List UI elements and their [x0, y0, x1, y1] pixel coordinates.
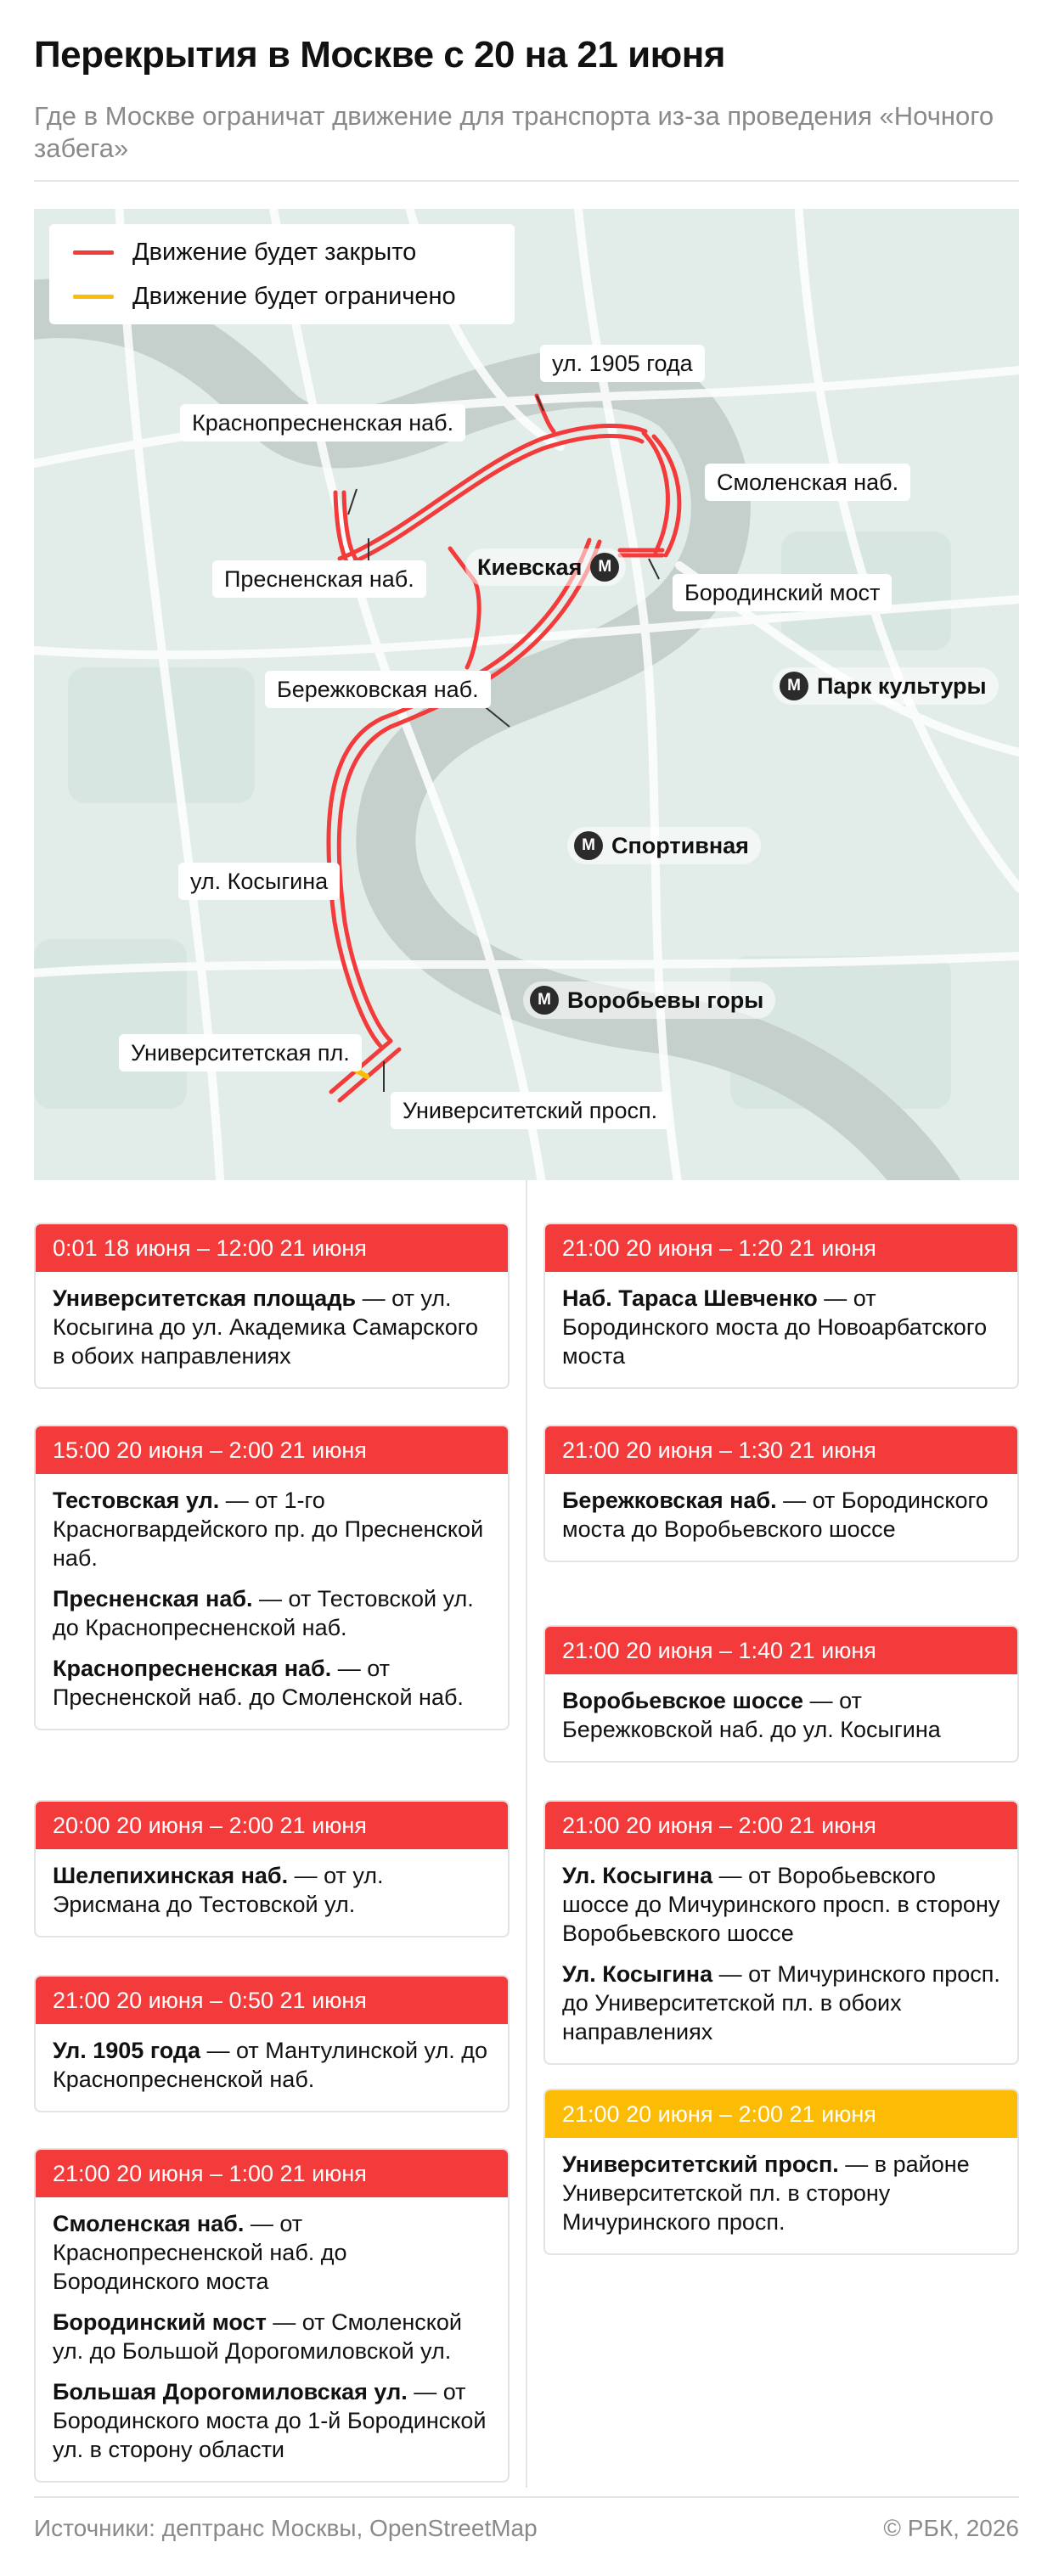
label-smolenskaya: Смоленская наб. — [705, 464, 910, 501]
street-detail: — от Мичуринского просп. до Университетской пл. в обоих направлениях — [562, 1961, 1000, 2044]
card-time: 21:00 20 июня – 1:40 21 июня — [545, 1627, 1017, 1674]
metro-kievskaya — [465, 548, 626, 586]
card-entry — [562, 1960, 1000, 2046]
street-detail: — от ул. Косыгина до ул. Академика Самарского в обоих направлениях — [53, 1285, 479, 1369]
map — [34, 209, 1019, 1180]
street-name: Ул. Косыгина — [562, 1863, 713, 1888]
street-name: Университетский просп. — [562, 2151, 839, 2177]
card-entry — [562, 1861, 1000, 1948]
legend-item-limited — [73, 275, 456, 318]
street-name: Шелепихинская наб. — [53, 1863, 289, 1888]
card-entry — [53, 1284, 491, 1370]
schedule-card — [34, 1223, 510, 1389]
street-name: Университетская площадь — [53, 1285, 357, 1311]
label-universitetskaya-pl: Университетская пл. — [119, 1034, 362, 1071]
street-detail: — от Смоленской ул. до Большой Дорогомиловской ул. — [53, 2309, 462, 2364]
metro-vorobyovy-gory — [523, 981, 775, 1019]
legend-closed-swatch — [73, 250, 114, 255]
card-entry — [53, 2209, 491, 2296]
legend-item-closed — [73, 231, 416, 273]
schedule-card — [543, 1223, 1019, 1389]
street-name: Смоленская наб. — [53, 2211, 245, 2236]
card-time: 21:00 20 июня – 0:50 21 июня — [36, 1977, 508, 2024]
street-detail: — от Бородинского моста до 1-й Бородинской ул. в сторону области — [53, 2379, 487, 2462]
card-entry — [53, 1861, 491, 1919]
page-title: Перекрытия в Москве с 20 на 21 июня — [34, 34, 725, 76]
card-entry — [53, 2377, 491, 2464]
metro-park-kultury-label: Парк культуры — [817, 673, 987, 699]
card-time: 21:00 20 июня – 1:30 21 июня — [545, 1426, 1017, 1474]
card-entry — [562, 2150, 1000, 2236]
card-entry — [53, 1486, 491, 1572]
card-time: 21:00 20 июня – 1:20 21 июня — [545, 1224, 1017, 1272]
copyright: © РБК, 2026 — [883, 2515, 1019, 2541]
card-entry — [562, 1686, 1000, 1744]
street-name: Бородинский мост — [53, 2309, 267, 2335]
card-entry — [562, 1486, 1000, 1544]
label-borodinsky: Бородинский мост — [673, 574, 892, 611]
street-detail: — от Воробьевского шоссе до Мичуринского просп. в сторону Воробьевского шоссе — [562, 1863, 1000, 1946]
street-name: Воробьевское шоссе — [562, 1688, 804, 1713]
street-name: Краснопресненская наб. — [53, 1656, 332, 1681]
street-detail: — от Мантулинской ул. до Краснопресненской наб. — [53, 2038, 487, 2092]
label-presnenskaya: Пресненская наб. — [212, 560, 426, 598]
street-detail: — от Бородинского моста до Новоарбатского моста — [562, 1285, 988, 1369]
bottom-divider — [34, 2496, 1019, 2498]
schedule-card — [543, 1425, 1019, 1562]
street-name: Ул. Косыгина — [562, 1961, 713, 1987]
metro-park-kultury — [773, 667, 999, 705]
street-detail: — от Пресненской наб. до Смоленской наб. — [53, 1656, 464, 1710]
street-name: Ул. 1905 года — [53, 2038, 200, 2063]
card-entry — [53, 1654, 491, 1712]
schedule-card — [543, 2089, 1019, 2255]
metro-kievskaya-label: Киевская — [477, 554, 583, 580]
map-legend — [49, 224, 515, 324]
schedule-card — [34, 1425, 510, 1730]
schedule-card — [543, 1800, 1019, 2065]
schedule-card — [34, 1800, 510, 1938]
street-name: Пресненская наб. — [53, 1586, 253, 1611]
street-name: Бережковская наб. — [562, 1488, 777, 1513]
card-entry — [53, 2036, 491, 2094]
card-time: 21:00 20 июня – 2:00 21 июня — [545, 2090, 1017, 2138]
source-note: Источники: дептранс Москвы, OpenStreetMap — [34, 2515, 538, 2541]
label-universitetsky-prosp: Университетский просп. — [391, 1092, 669, 1129]
legend-limited-label: Движение будет ограничено — [132, 282, 456, 310]
card-time: 15:00 20 июня – 2:00 21 июня — [36, 1426, 508, 1474]
column-divider — [526, 1180, 527, 2488]
card-entry — [53, 2308, 491, 2365]
label-kosygina: ул. Косыгина — [178, 863, 340, 900]
metro-m-icon: М — [590, 553, 619, 582]
label-ul-1905: ул. 1905 года — [540, 345, 705, 382]
street-detail: — от ул. Эрисмана до Тестовской ул. — [53, 1863, 384, 1917]
metro-m-icon: М — [530, 986, 559, 1015]
card-entry — [53, 1584, 491, 1642]
metro-m-icon: М — [574, 831, 603, 860]
street-detail: — от Краснопресненской наб. до Бородинского моста — [53, 2211, 347, 2294]
card-time: 0:01 18 июня – 12:00 21 июня — [36, 1224, 508, 1272]
top-divider — [34, 180, 1019, 182]
label-krasnopresnenskaya: Краснопресненская наб. — [180, 404, 465, 442]
street-detail: — в районе Университетской пл. в сторону Мичуринского просп. — [562, 2151, 970, 2235]
page-subtitle: Где в Москве ограничат движение для транспорта из-за проведения «Ночного забега» — [34, 101, 994, 163]
street-name: Большая Дорогомиловская ул. — [53, 2379, 408, 2404]
card-time: 21:00 20 июня – 2:00 21 июня — [545, 1802, 1017, 1849]
card-entry — [562, 1284, 1000, 1370]
card-time: 21:00 20 июня – 1:00 21 июня — [36, 2150, 508, 2197]
street-name: Наб. Тараса Шевченко — [562, 1285, 818, 1311]
metro-m-icon: М — [780, 672, 808, 700]
metro-sportivnaya-label: Спортивная — [611, 833, 749, 858]
metro-vorobyovy-gory-label: Воробьевы горы — [567, 987, 764, 1013]
street-detail: — от Бородинского моста до Воробьевского шоссе — [562, 1488, 988, 1542]
legend-limited-swatch — [73, 295, 114, 299]
street-detail: — от 1-го Красногвардейского пр. до Пресненской наб. — [53, 1488, 484, 1571]
label-berezhkovskaya: Бережковская наб. — [265, 671, 491, 708]
card-time: 20:00 20 июня – 2:00 21 июня — [36, 1802, 508, 1849]
schedule-card — [34, 2148, 510, 2483]
street-name: Тестовская ул. — [53, 1488, 220, 1513]
legend-closed-label: Движение будет закрыто — [132, 238, 417, 266]
schedule-card — [543, 1625, 1019, 1763]
street-detail: — от Бережковской наб. до ул. Косыгина — [562, 1688, 941, 1742]
metro-sportivnaya — [567, 827, 761, 864]
schedule-card — [34, 1975, 510, 2112]
street-detail: — от Тестовской ул. до Краснопресненской наб. — [53, 1586, 474, 1640]
